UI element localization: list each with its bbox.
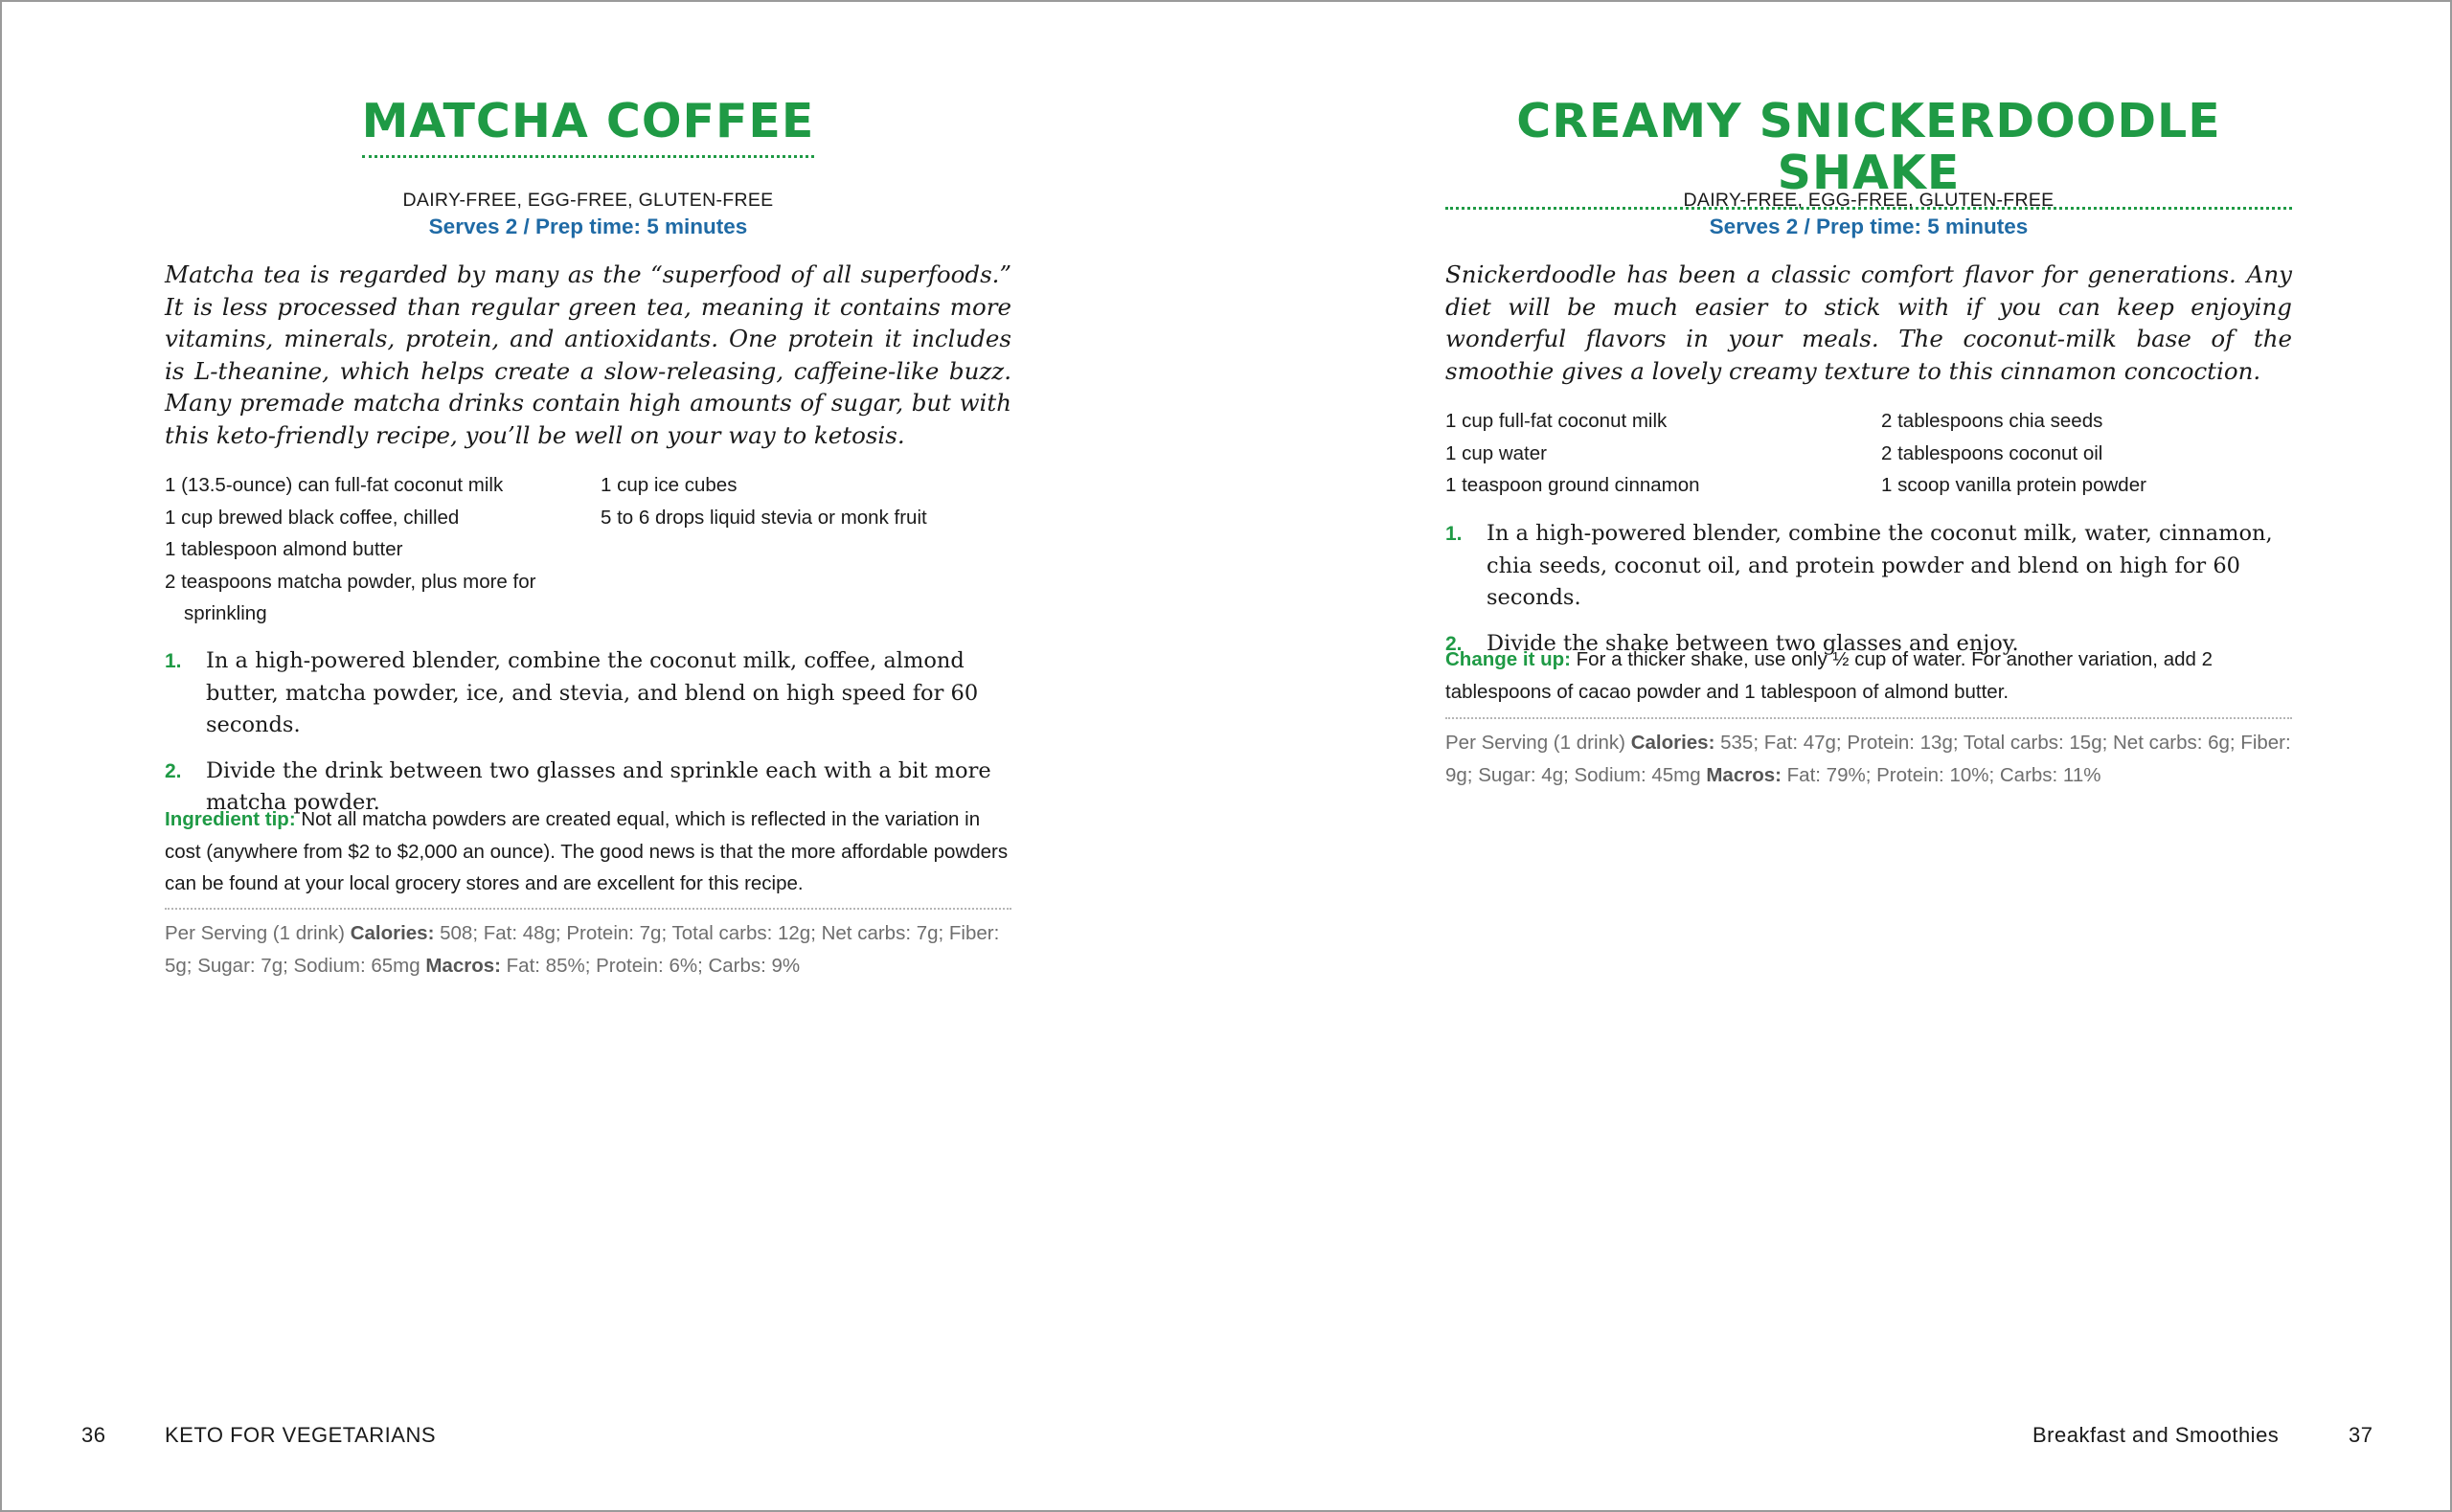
page-number-left: 36 [81,1423,106,1447]
calories-label: Calories: [1630,732,1715,754]
serves-prep-time: Serves 2 / Prep time: 5 minutes [1709,214,2029,238]
ingredient-item: 5 to 6 drops liquid stevia or monk fruit [601,506,927,529]
recipe-title: MATCHA COFFEE [362,96,815,158]
step-number: 1. [1445,523,1463,545]
ingredient-column-1 [165,469,586,630]
step-text: In a high-powered blender, combine the coconut milk, water, cinnamon, chia seeds, coconut oil, and protein powder and blend on high for 60 seconds. [1487,521,2273,610]
ingredient-column-2 [1881,405,2292,502]
ingredient-item: 1 cup water [1445,441,1547,464]
recipe-intro: Matcha tea is regarded by many as the “superfood of all superfoods.” It is less processed than regular green tea, meaning it contains more vitamins, minerals, protein, and antioxidants. One protein it includes is L-theanine, which helps create a slow-releasing, caffeine-like buzz. Many premade matcha drinks contain high amounts of sugar, but with this keto-friendly recipe, you’ll be well on your way to ketosis. [165,260,1011,449]
step-text: Divide the drink between two glasses and sprinkle each with a bit more matcha powder. [206,757,991,815]
macros-label: Macros: [425,954,501,977]
method-step [165,645,1011,742]
nutrition-values: 508; Fat: 48g; Protein: 7g; Total carbs: 12g; Net carbs: 7g; Fiber: 5g; Sugar: 7g; Sodium: 65mg [165,922,1000,977]
serving-size: Per Serving (1 drink) [1445,732,1631,754]
step-number: 2. [165,759,182,782]
running-head-left: KETO FOR VEGETARIANS [165,1423,437,1447]
dietary-tags: DAIRY-FREE, EGG-FREE, GLUTEN-FREE [1683,190,2055,211]
ingredient-item: 1 cup brewed black coffee, chilled [165,506,460,529]
ingredient-column-1 [1445,405,1867,502]
ingredient-item: 2 tablespoons chia seeds [1881,410,2103,432]
ingredient-text: 2 teaspoons matcha powder, plus more for [165,570,536,593]
ingredient-item: 1 tablespoon almond butter [165,538,403,560]
ingredient-item: 1 cup full-fat coconut milk [1445,410,1668,432]
nutrition-info [165,908,1011,982]
tip-label: Change it up: [1445,648,1571,670]
step-number: 2. [1445,632,1463,655]
macros-values: Fat: 79%; Protein: 10%; Carbs: 11% [1781,763,2101,786]
ingredient-item: 1 scoop vanilla protein powder [1881,474,2146,496]
ingredient-item: 1 teaspoon ground cinnamon [1445,474,1700,496]
ingredient-column-2 [601,469,1011,533]
tip-label: Ingredient tip: [165,808,296,830]
ingredient-continuation: sprinkling [184,602,267,624]
calories-label: Calories: [350,922,435,944]
ingredient-item [165,566,586,630]
dietary-tags: DAIRY-FREE, EGG-FREE, GLUTEN-FREE [402,190,774,211]
recipe-intro: Snickerdoodle has been a classic comfort flavor for generations. Any diet will be much easier to stick with if you can keep enjoying wonderful flavors in your meals. The coconut-milk base of the smoothie gives a lovely creamy texture to this cinnamon concoction. [1445,260,2292,385]
macros-label: Macros: [1706,763,1782,786]
ingredient-item: 2 tablespoons coconut oil [1881,441,2103,464]
serves-prep-time: Serves 2 / Prep time: 5 minutes [428,214,748,238]
recipe-title: CREAMY SNICKERDOODLE SHAKE [1445,96,2292,210]
tip-text: For a thicker shake, use only ½ cup of water. For another variation, add 2 tablespoons of cacao powder and 1 tablespoon of almond butter. [1445,648,2213,703]
right-page [1445,2,2292,1512]
nutrition-values: 535; Fat: 47g; Protein: 13g; Total carbs: 15g; Net carbs: 6g; Fiber: 9g; Sugar: 4g; Sodium: 45mg [1445,732,2291,786]
step-text: Divide the shake between two glasses and enjoy. [1487,630,2019,656]
ingredient-tip [165,803,1011,900]
step-number: 1. [165,650,182,672]
left-page [165,2,1011,1512]
method-step [1445,518,2292,615]
running-head-right: Breakfast and Smoothies [2032,1423,2280,1447]
nutrition-info [1445,717,2292,791]
tip-text: Not all matcha powders are created equal, which is reflected in the variation in cost (anywhere from $2 to $2,000 an ounce). The good news is that the more affordable powders can be found at your local grocery stores and are excellent for this recipe. [165,808,1009,894]
step-text: In a high-powered blender, combine the coconut milk, coffee, almond butter, matcha powder, ice, and stevia, and blend on high speed for 60 seconds. [206,648,979,737]
change-it-up-tip [1445,643,2292,708]
page-number-right: 37 [2349,1423,2373,1447]
ingredient-item: 1 (13.5-ounce) can full-fat coconut milk [165,474,504,496]
macros-values: Fat: 85%; Protein: 6%; Carbs: 9% [500,954,801,977]
serving-size: Per Serving (1 drink) [165,922,351,944]
ingredient-item: 1 cup ice cubes [601,474,738,496]
